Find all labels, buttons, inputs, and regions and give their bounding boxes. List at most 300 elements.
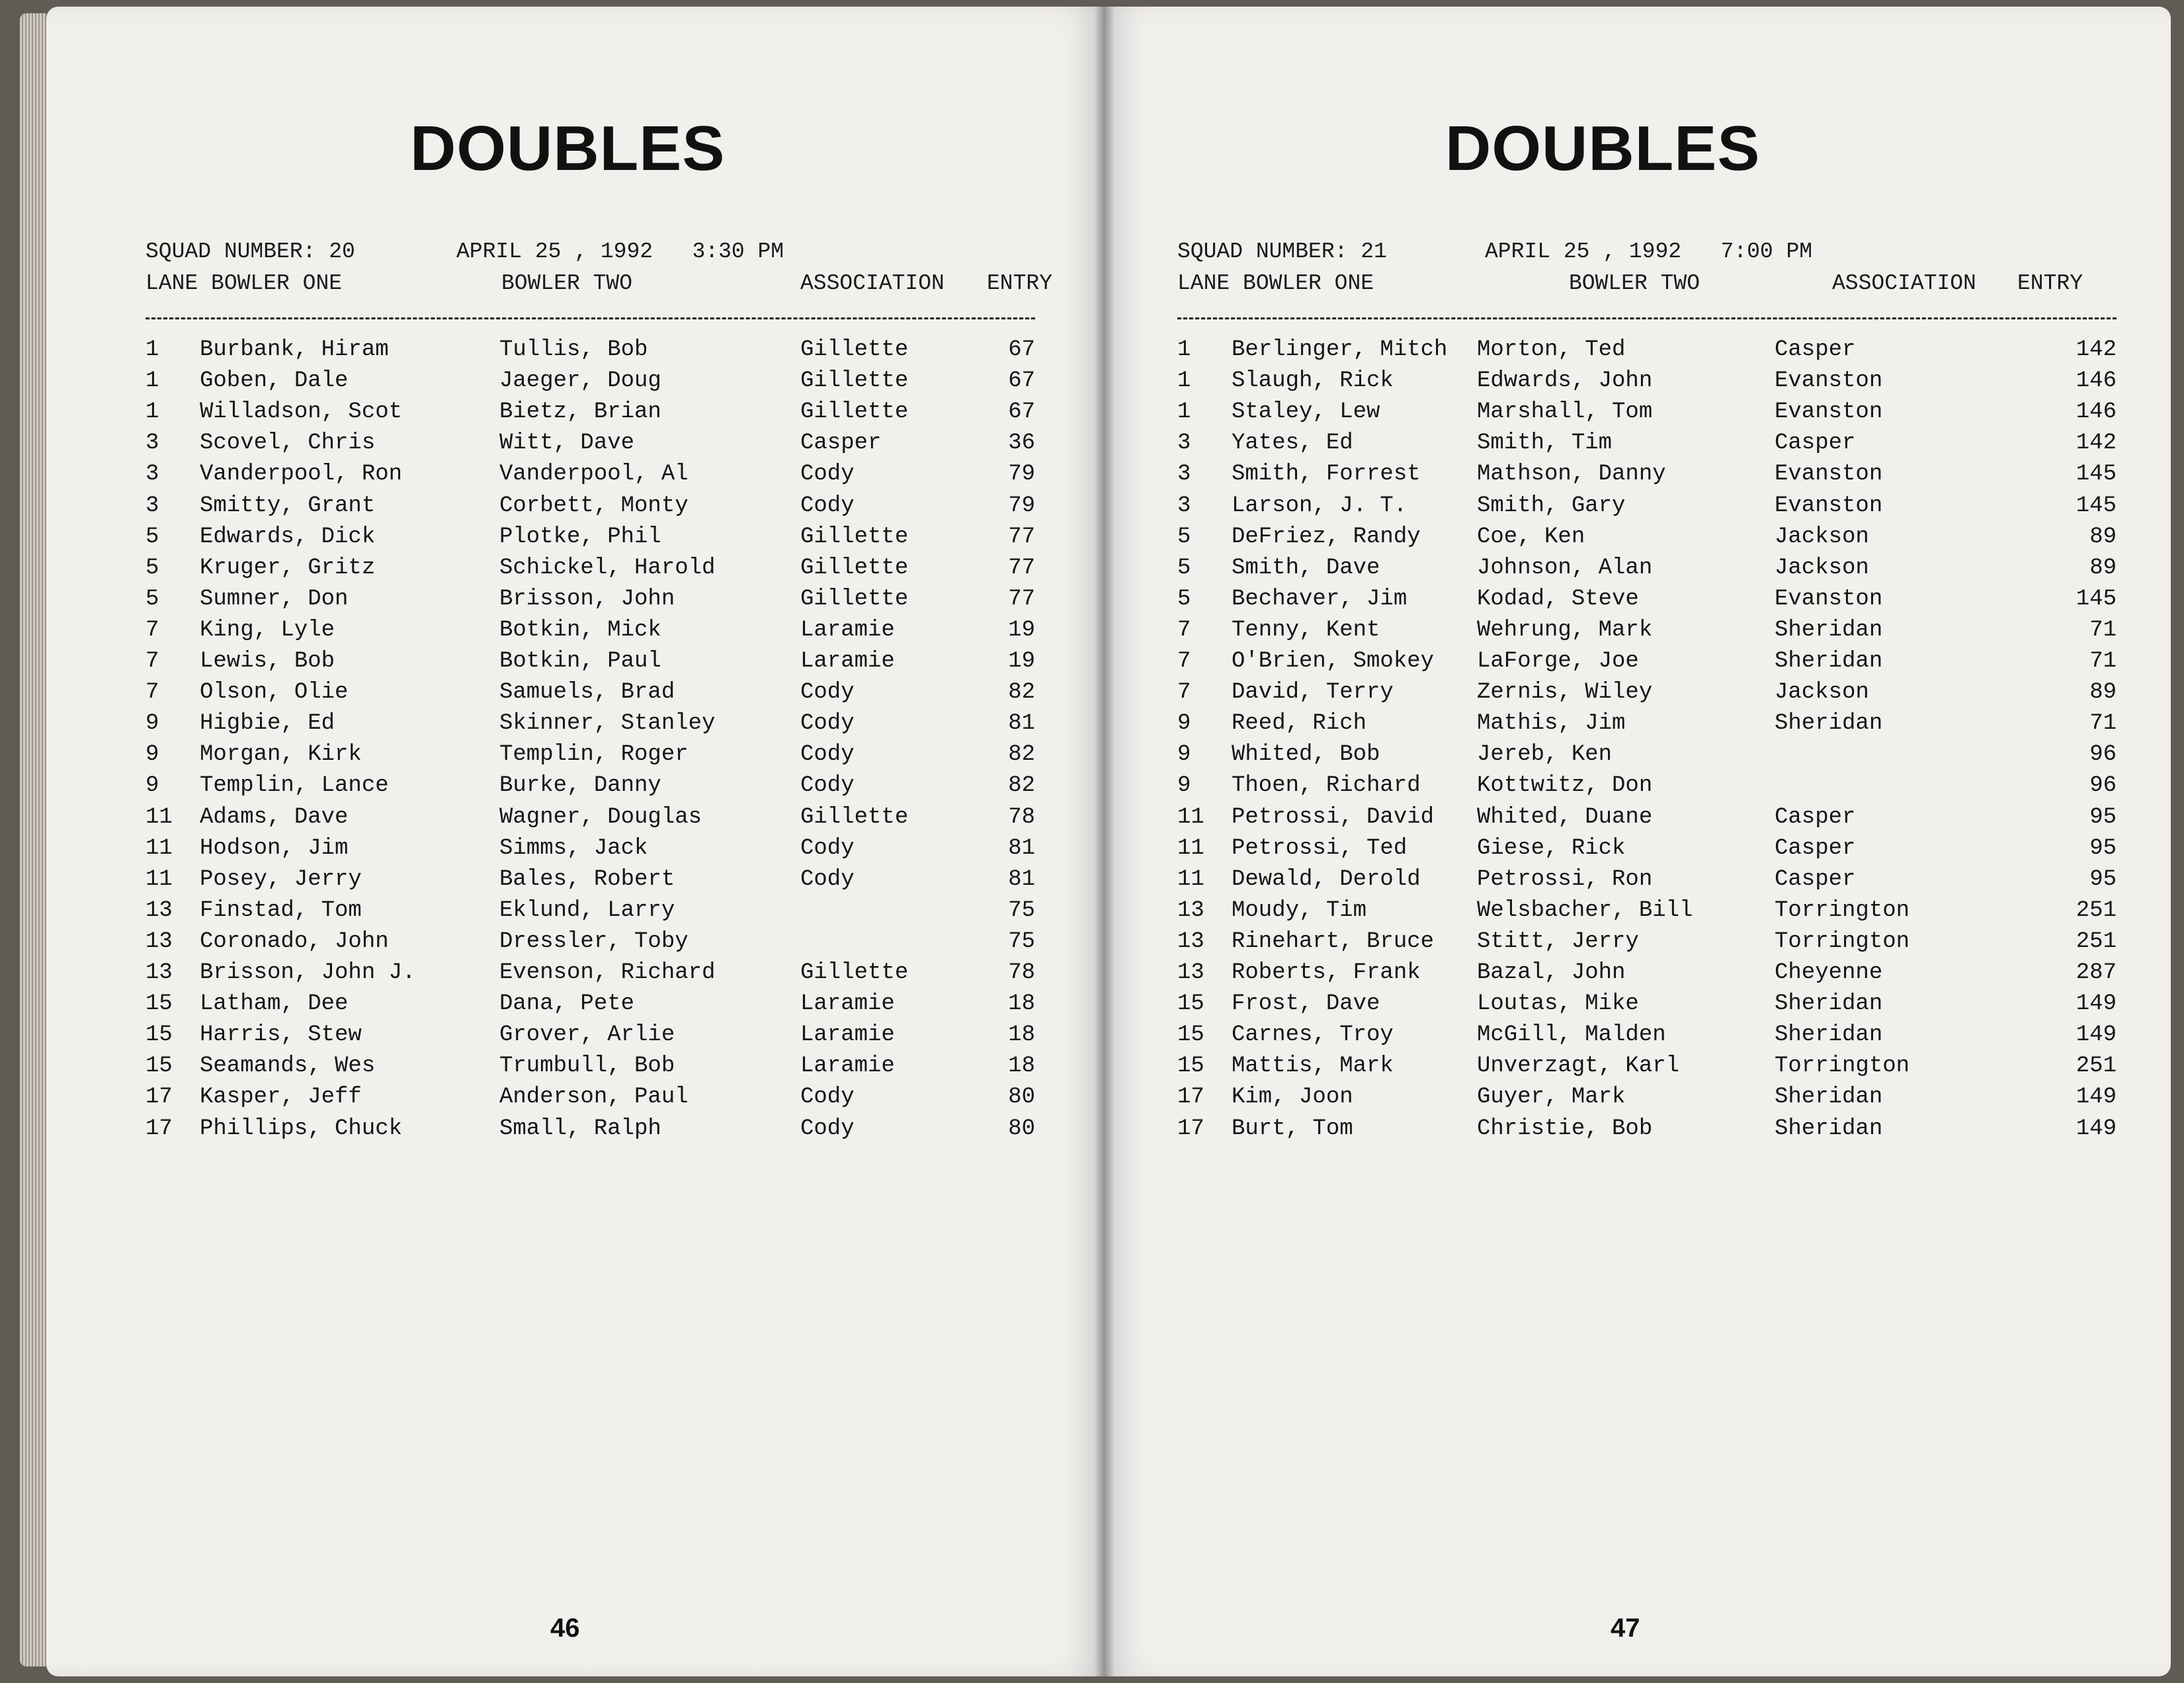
- association-cell: Sheridan: [1775, 649, 1883, 674]
- lane-cell: 13: [1177, 960, 1204, 985]
- entry-cell: 287: [2076, 960, 2117, 985]
- table-row: [1177, 742, 2117, 774]
- association-cell: Cheyenne: [1775, 960, 1883, 985]
- lane-cell: 3: [146, 431, 159, 456]
- right-page-number: 47: [1611, 1614, 1640, 1643]
- bowler-one-cell: Lewis, Bob: [200, 649, 335, 674]
- table-row: [146, 991, 1035, 1024]
- table-row: [1177, 462, 2117, 494]
- table-row: [1177, 618, 2117, 650]
- association-cell: Sheridan: [1775, 617, 1883, 643]
- association-cell: Cody: [800, 680, 855, 706]
- bowler-two-cell: Corbett, Monty: [499, 493, 689, 518]
- association-cell: Jackson: [1775, 555, 1869, 581]
- table-row: [146, 773, 1035, 805]
- bowler-one-cell: Templin, Lance: [200, 773, 389, 799]
- table-row: [146, 337, 1035, 370]
- entry-cell: 18: [1008, 1022, 1035, 1048]
- association-cell: Gillette: [800, 555, 909, 581]
- table-row: [1177, 368, 2117, 401]
- bowler-two-cell: Jaeger, Doug: [499, 368, 661, 394]
- association-cell: Cody: [800, 773, 855, 799]
- entry-cell: 149: [2076, 1022, 2117, 1048]
- lane-cell: 3: [146, 493, 159, 518]
- association-cell: Casper: [1775, 431, 1856, 456]
- bowler-one-cell: Kasper, Jeff: [200, 1085, 362, 1110]
- association-cell: Laramie: [800, 991, 895, 1017]
- lane-cell: 9: [1177, 711, 1191, 737]
- table-row: [146, 524, 1035, 557]
- table-row: [1177, 524, 2117, 557]
- table-row: [146, 867, 1035, 899]
- lane-cell: 3: [1177, 493, 1191, 518]
- bowler-one-cell: Tenny, Kent: [1232, 617, 1380, 643]
- entry-cell: 67: [1008, 399, 1035, 425]
- association-cell: Evanston: [1775, 399, 1883, 425]
- entry-cell: 67: [1008, 337, 1035, 362]
- bowler-two-cell: Vanderpool, Al: [499, 462, 689, 487]
- bowler-one-cell: Yates, Ed: [1232, 431, 1353, 456]
- lane-cell: 13: [1177, 928, 1204, 954]
- lane-cell: 5: [146, 524, 159, 550]
- entry-cell: 80: [1008, 1085, 1035, 1110]
- lane-cell: 15: [146, 1053, 173, 1079]
- entry-cell: 145: [2076, 586, 2117, 612]
- entry-cell: 77: [1008, 586, 1035, 612]
- entry-cell: 251: [2076, 897, 2117, 923]
- page-edges: [20, 13, 46, 1666]
- association-cell: Laramie: [800, 1053, 895, 1079]
- entry-cell: 95: [2089, 866, 2117, 892]
- entry-cell: 251: [2076, 928, 2117, 954]
- table-row: [1177, 399, 2117, 432]
- lane-cell: 13: [1177, 897, 1204, 923]
- bowler-one-cell: Kim, Joon: [1232, 1085, 1353, 1110]
- bowler-one-cell: Burt, Tom: [1232, 1116, 1353, 1141]
- entry-cell: 89: [2089, 524, 2117, 550]
- table-row: [1177, 711, 2117, 743]
- bowler-one-cell: Olson, Olie: [200, 680, 349, 706]
- bowler-one-cell: DeFriez, Randy: [1232, 524, 1421, 550]
- bowler-two-cell: Smith, Gary: [1477, 493, 1626, 518]
- entry-cell: 251: [2076, 1053, 2117, 1079]
- table-row: [146, 1085, 1035, 1117]
- lane-cell: 13: [146, 960, 173, 985]
- lane-cell: 15: [1177, 1022, 1204, 1048]
- bowler-two-cell: Botkin, Mick: [499, 617, 661, 643]
- association-cell: Sheridan: [1775, 1022, 1883, 1048]
- left-header-association: ASSOCIATION: [800, 271, 945, 296]
- bowler-one-cell: Sumner, Don: [200, 586, 349, 612]
- bowler-one-cell: Bechaver, Jim: [1232, 586, 1407, 612]
- lane-cell: 7: [1177, 617, 1191, 643]
- lane-cell: 17: [146, 1116, 173, 1141]
- lane-cell: 9: [146, 711, 159, 737]
- entry-cell: 79: [1008, 462, 1035, 487]
- bowler-one-cell: Dewald, Derold: [1232, 866, 1421, 892]
- bowler-one-cell: Staley, Lew: [1232, 399, 1380, 425]
- right-header-bowler-two: BOWLER TWO: [1569, 271, 1701, 296]
- table-row: [146, 493, 1035, 526]
- entry-cell: 149: [2076, 1116, 2117, 1141]
- association-cell: Gillette: [800, 804, 909, 830]
- association-cell: Casper: [1775, 337, 1856, 362]
- association-cell: Gillette: [800, 368, 909, 394]
- bowler-two-cell: Schickel, Harold: [499, 555, 716, 581]
- bowler-one-cell: Brisson, John J.: [200, 960, 416, 985]
- bowler-two-cell: Smith, Tim: [1477, 431, 1613, 456]
- bowler-two-cell: Bales, Robert: [499, 866, 675, 892]
- entry-cell: 75: [1008, 897, 1035, 923]
- lane-cell: 1: [1177, 399, 1191, 425]
- association-cell: Cody: [800, 493, 855, 518]
- lane-cell: 7: [146, 617, 159, 643]
- lane-cell: 13: [146, 928, 173, 954]
- table-row: [1177, 1085, 2117, 1117]
- left-squad-number: SQUAD NUMBER: 20: [146, 239, 355, 264]
- bowler-two-cell: Stitt, Jerry: [1477, 928, 1639, 954]
- table-row: [1177, 867, 2117, 899]
- bowler-one-cell: Rinehart, Bruce: [1232, 928, 1435, 954]
- bowler-two-cell: Evenson, Richard: [499, 960, 716, 985]
- table-row: [146, 431, 1035, 463]
- bowler-one-cell: Mattis, Mark: [1232, 1053, 1394, 1079]
- entry-cell: 71: [2089, 649, 2117, 674]
- association-cell: Sheridan: [1775, 991, 1883, 1017]
- table-row: [146, 587, 1035, 619]
- bowler-one-cell: Seamands, Wes: [200, 1053, 376, 1079]
- bowler-two-cell: Mathis, Jim: [1477, 711, 1626, 737]
- entry-cell: 78: [1008, 804, 1035, 830]
- right-header-association: ASSOCIATION: [1832, 271, 1976, 296]
- lane-cell: 11: [146, 866, 173, 892]
- lane-cell: 7: [146, 680, 159, 706]
- table-row: [146, 898, 1035, 930]
- table-row: [146, 742, 1035, 774]
- entry-cell: 80: [1008, 1116, 1035, 1141]
- association-cell: Casper: [1775, 835, 1856, 861]
- entry-cell: 81: [1008, 711, 1035, 737]
- bowler-one-cell: Berlinger, Mitch: [1232, 337, 1448, 362]
- bowler-two-cell: Giese, Rick: [1477, 835, 1626, 861]
- left-header-entry: ENTRY: [987, 271, 1053, 296]
- bowler-one-cell: Scovel, Chris: [200, 431, 376, 456]
- entry-cell: 77: [1008, 524, 1035, 550]
- bowler-one-cell: Smitty, Grant: [200, 493, 376, 518]
- bowler-one-cell: Thoen, Richard: [1232, 773, 1421, 799]
- bowler-two-cell: Skinner, Stanley: [499, 711, 716, 737]
- lane-cell: 9: [1177, 742, 1191, 768]
- bowler-one-cell: Petrossi, Ted: [1232, 835, 1407, 861]
- table-row: [146, 462, 1035, 494]
- association-cell: Sheridan: [1775, 1085, 1883, 1110]
- bowler-one-cell: Moudy, Tim: [1232, 897, 1367, 923]
- bowler-one-cell: King, Lyle: [200, 617, 335, 643]
- lane-cell: 7: [1177, 680, 1191, 706]
- lane-cell: 11: [146, 804, 173, 830]
- lane-cell: 17: [1177, 1085, 1204, 1110]
- bowler-one-cell: Whited, Bob: [1232, 742, 1380, 768]
- lane-cell: 1: [146, 337, 159, 362]
- bowler-two-cell: Marshall, Tom: [1477, 399, 1653, 425]
- table-row: [1177, 991, 2117, 1024]
- entry-cell: 89: [2089, 680, 2117, 706]
- entry-cell: 18: [1008, 991, 1035, 1017]
- bowler-one-cell: Higbie, Ed: [200, 711, 335, 737]
- bowler-one-cell: Finstad, Tom: [200, 897, 362, 923]
- entry-cell: 142: [2076, 431, 2117, 456]
- right-page: [1105, 7, 2171, 1676]
- bowler-two-cell: Brisson, John: [499, 586, 675, 612]
- association-cell: Gillette: [800, 524, 909, 550]
- lane-cell: 13: [146, 897, 173, 923]
- entry-cell: 75: [1008, 928, 1035, 954]
- table-row: [146, 960, 1035, 993]
- bowler-two-cell: Burke, Danny: [499, 773, 661, 799]
- bowler-two-cell: Unverzagt, Karl: [1477, 1053, 1680, 1079]
- association-cell: Casper: [800, 431, 882, 456]
- lane-cell: 17: [1177, 1116, 1204, 1141]
- entry-cell: 149: [2076, 991, 2117, 1017]
- entry-cell: 18: [1008, 1053, 1035, 1079]
- left-page-title: DOUBLES: [410, 113, 726, 184]
- bowler-two-cell: Loutas, Mike: [1477, 991, 1639, 1017]
- association-cell: Evanston: [1775, 586, 1883, 612]
- bowler-two-cell: Petrossi, Ron: [1477, 866, 1653, 892]
- lane-cell: 11: [1177, 866, 1204, 892]
- association-cell: Jackson: [1775, 524, 1869, 550]
- association-cell: Cody: [800, 711, 855, 737]
- entry-cell: 71: [2089, 617, 2117, 643]
- bowler-two-cell: Mathson, Danny: [1477, 462, 1666, 487]
- lane-cell: 17: [146, 1085, 173, 1110]
- table-row: [1177, 493, 2117, 526]
- bowler-one-cell: Morgan, Kirk: [200, 742, 362, 768]
- association-cell: Evanston: [1775, 493, 1883, 518]
- bowler-one-cell: Posey, Jerry: [200, 866, 362, 892]
- association-cell: Jackson: [1775, 680, 1869, 706]
- association-cell: Cody: [800, 742, 855, 768]
- bowler-two-cell: Plotke, Phil: [499, 524, 661, 550]
- bowler-two-cell: Bazal, John: [1477, 960, 1626, 985]
- table-row: [1177, 555, 2117, 588]
- bowler-two-cell: Zernis, Wiley: [1477, 680, 1653, 706]
- association-cell: Torrington: [1775, 897, 1910, 923]
- bowler-two-cell: Kodad, Steve: [1477, 586, 1639, 612]
- bowler-two-cell: Coe, Ken: [1477, 524, 1585, 550]
- table-row: [146, 929, 1035, 962]
- bowler-one-cell: Hodson, Jim: [200, 835, 349, 861]
- bowler-one-cell: Frost, Dave: [1232, 991, 1380, 1017]
- left-header-divider: [146, 317, 1035, 319]
- bowler-two-cell: Morton, Ted: [1477, 337, 1626, 362]
- entry-cell: 19: [1008, 649, 1035, 674]
- bowler-two-cell: Anderson, Paul: [499, 1085, 689, 1110]
- lane-cell: 3: [1177, 431, 1191, 456]
- bowler-two-cell: Wehrung, Mark: [1477, 617, 1653, 643]
- entry-cell: 95: [2089, 835, 2117, 861]
- association-cell: Gillette: [800, 399, 909, 425]
- association-cell: Sheridan: [1775, 1116, 1883, 1141]
- table-row: [146, 555, 1035, 588]
- table-row: [1177, 898, 2117, 930]
- bowler-one-cell: Goben, Dale: [200, 368, 349, 394]
- bowler-two-cell: Templin, Roger: [499, 742, 689, 768]
- bowler-one-cell: Phillips, Chuck: [200, 1116, 403, 1141]
- entry-cell: 81: [1008, 835, 1035, 861]
- table-row: [146, 836, 1035, 868]
- association-cell: Gillette: [800, 337, 909, 362]
- entry-cell: 71: [2089, 711, 2117, 737]
- association-cell: Gillette: [800, 586, 909, 612]
- bowler-one-cell: Coronado, John: [200, 928, 389, 954]
- bowler-two-cell: Bietz, Brian: [499, 399, 661, 425]
- lane-cell: 7: [146, 649, 159, 674]
- bowler-two-cell: Welsbacher, Bill: [1477, 897, 1693, 923]
- left-date-time: APRIL 25 , 1992 3:30 PM: [456, 239, 784, 264]
- bowler-one-cell: Reed, Rich: [1232, 711, 1367, 737]
- left-page: [46, 7, 1105, 1676]
- bowler-one-cell: David, Terry: [1232, 680, 1394, 706]
- entry-cell: 82: [1008, 742, 1035, 768]
- entry-cell: 96: [2089, 742, 2117, 768]
- bowler-two-cell: LaForge, Joe: [1477, 649, 1639, 674]
- table-row: [1177, 1116, 2117, 1149]
- bowler-two-cell: Jereb, Ken: [1477, 742, 1613, 768]
- bowler-one-cell: Carnes, Troy: [1232, 1022, 1394, 1048]
- table-row: [1177, 960, 2117, 993]
- bowler-two-cell: Eklund, Larry: [499, 897, 675, 923]
- entry-cell: 82: [1008, 680, 1035, 706]
- bowler-two-cell: Johnson, Alan: [1477, 555, 1653, 581]
- bowler-one-cell: Harris, Stew: [200, 1022, 362, 1048]
- association-cell: Laramie: [800, 617, 895, 643]
- association-cell: Cody: [800, 1085, 855, 1110]
- entry-cell: 78: [1008, 960, 1035, 985]
- right-page-title: DOUBLES: [1445, 113, 1761, 184]
- table-row: [1177, 337, 2117, 370]
- left-header-lane-bowler-one: LANE BOWLER ONE: [146, 271, 343, 296]
- table-row: [1177, 431, 2117, 463]
- bowler-two-cell: Tullis, Bob: [499, 337, 648, 362]
- bowler-one-cell: Willadson, Scot: [200, 399, 403, 425]
- bowler-two-cell: Wagner, Douglas: [499, 804, 702, 830]
- lane-cell: 9: [146, 742, 159, 768]
- table-row: [146, 618, 1035, 650]
- association-cell: Casper: [1775, 866, 1856, 892]
- association-cell: Torrington: [1775, 928, 1910, 954]
- entry-cell: 95: [2089, 804, 2117, 830]
- lane-cell: 1: [146, 368, 159, 394]
- bowler-two-cell: Botkin, Paul: [499, 649, 661, 674]
- bowler-one-cell: Edwards, Dick: [200, 524, 376, 550]
- association-cell: Sheridan: [1775, 711, 1883, 737]
- lane-cell: 5: [146, 586, 159, 612]
- lane-cell: 1: [1177, 337, 1191, 362]
- book-gutter: [1095, 7, 1114, 1676]
- right-header-entry: ENTRY: [2017, 271, 2083, 296]
- table-row: [146, 1116, 1035, 1149]
- bowler-one-cell: Larson, J. T.: [1232, 493, 1407, 518]
- entry-cell: 149: [2076, 1085, 2117, 1110]
- bowler-one-cell: Burbank, Hiram: [200, 337, 389, 362]
- table-row: [1177, 649, 2117, 681]
- bowler-one-cell: Vanderpool, Ron: [200, 462, 403, 487]
- entry-cell: 36: [1008, 431, 1035, 456]
- bowler-two-cell: Witt, Dave: [499, 431, 635, 456]
- table-row: [1177, 836, 2117, 868]
- bowler-two-cell: Edwards, John: [1477, 368, 1653, 394]
- table-row: [1177, 680, 2117, 712]
- bowler-one-cell: Smith, Forrest: [1232, 462, 1421, 487]
- left-page-number: 46: [550, 1614, 580, 1643]
- bowler-one-cell: Adams, Dave: [200, 804, 349, 830]
- association-cell: Gillette: [800, 960, 909, 985]
- table-row: [146, 1053, 1035, 1086]
- table-row: [1177, 929, 2117, 962]
- table-row: [1177, 1053, 2117, 1086]
- association-cell: Evanston: [1775, 462, 1883, 487]
- entry-cell: 81: [1008, 866, 1035, 892]
- lane-cell: 9: [146, 773, 159, 799]
- entry-cell: 145: [2076, 493, 2117, 518]
- table-row: [146, 399, 1035, 432]
- lane-cell: 11: [1177, 804, 1204, 830]
- lane-cell: 1: [146, 399, 159, 425]
- lane-cell: 3: [1177, 462, 1191, 487]
- entry-cell: 79: [1008, 493, 1035, 518]
- lane-cell: 11: [146, 835, 173, 861]
- entry-cell: 19: [1008, 617, 1035, 643]
- table-row: [1177, 587, 2117, 619]
- entry-cell: 77: [1008, 555, 1035, 581]
- bowler-two-cell: Samuels, Brad: [499, 680, 675, 706]
- bowler-two-cell: Whited, Duane: [1477, 804, 1653, 830]
- bowler-one-cell: Smith, Dave: [1232, 555, 1380, 581]
- lane-cell: 9: [1177, 773, 1191, 799]
- lane-cell: 15: [146, 991, 173, 1017]
- bowler-one-cell: Slaugh, Rick: [1232, 368, 1394, 394]
- table-row: [146, 680, 1035, 712]
- table-row: [146, 368, 1035, 401]
- association-cell: Cody: [800, 835, 855, 861]
- table-row: [1177, 1022, 2117, 1055]
- table-row: [1177, 773, 2117, 805]
- lane-cell: 5: [146, 555, 159, 581]
- bowler-two-cell: Guyer, Mark: [1477, 1085, 1626, 1110]
- table-row: [1177, 805, 2117, 837]
- association-cell: Torrington: [1775, 1053, 1910, 1079]
- table-row: [146, 649, 1035, 681]
- association-cell: Evanston: [1775, 368, 1883, 394]
- bowler-one-cell: Latham, Dee: [200, 991, 349, 1017]
- right-header-lane-bowler-one: LANE BOWLER ONE: [1177, 271, 1374, 296]
- entry-cell: 82: [1008, 773, 1035, 799]
- table-row: [146, 711, 1035, 743]
- right-squad-number: SQUAD NUMBER: 21: [1177, 239, 1387, 264]
- left-header-bowler-two: BOWLER TWO: [501, 271, 633, 296]
- lane-cell: 11: [1177, 835, 1204, 861]
- association-cell: Laramie: [800, 649, 895, 674]
- entry-cell: 142: [2076, 337, 2117, 362]
- right-header-divider: [1177, 317, 2117, 319]
- association-cell: Laramie: [800, 1022, 895, 1048]
- association-cell: Cody: [800, 1116, 855, 1141]
- bowler-one-cell: Roberts, Frank: [1232, 960, 1421, 985]
- entry-cell: 146: [2076, 368, 2117, 394]
- lane-cell: 5: [1177, 524, 1191, 550]
- entry-cell: 146: [2076, 399, 2117, 425]
